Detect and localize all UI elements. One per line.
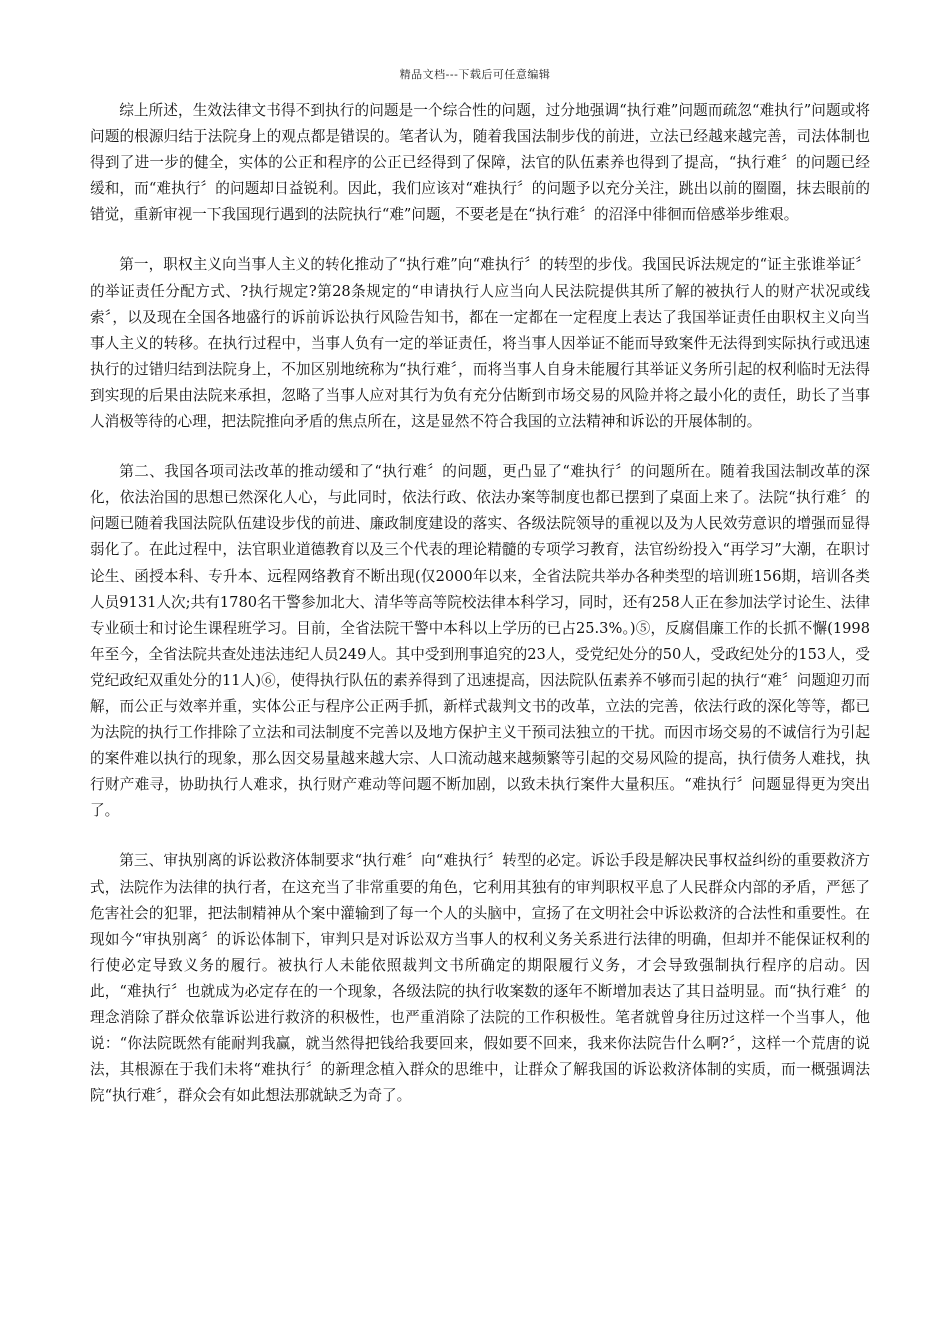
- paragraph-third-point: 第三、审执别离的诉讼救济体制要求“执行难〞向“难执行〞转型的必定。诉讼手段是解决民事权益纠纷的重要救济方式，法院作为法律的执行者，在这充当了非常重要的角色，它利用其独有的审判职权平息了人民群众内部的矛盾，严惩了危害社会的犯罪，把法制精神从个案中灌输到了每一个人的头脑中，宣扬了在文明社会中诉讼救济的合法性和重要性。在现如今“审执别离〞的诉讼体制下，审判只是对诉讼双方当事人的权利义务关系进行法律的明确，但却并不能保证权利的行使必定导致义务的履行。被执行人未能依照裁判文书所确定的期限履行义务，才会导致强制执行程序的启动。因此，“难执行〞也就成为必定存在的一个现象，各级法院的执行收案数的逐年不断增加表达了其日益明显。而“执行难〞的理念消除了群众依靠诉讼进行救济的积极性，也严重消除了法院的工作积极性。笔者就曾身往历过这样一个当事人，他说：“你法院既然有能耐判我赢，就当然得把钱给我要回来，假如要不回来，我来你法院告什么啊?〞，这样一个荒唐的说法，其根源在于我们未将“难执行〞的新理念植入群众的思维中，让群众了解我国的诉讼救济体制的实质，而一概强调法院“执行难〞，群众会有如此想法那就缺乏为奇了。: [90, 852, 870, 1105]
- document-body: [90, 98, 870, 1133]
- page-header: 精品文档---下载后可任意编辑: [399, 68, 551, 81]
- paragraph-second-point: 第二、我国各项司法改革的推动缓和了“执行难〞的问题，更凸显了“难执行〞的问题所在。随着我国法制改革的深化，依法治国的思想已然深化人心，与此同时，依法行政、依法办案等制度也都已摆到了桌面上来了。法院“执行难〞的问题已随着我国法院队伍建设步伐的前进、廉政制度建设的落实、各级法院领导的重视以及为人民效劳意识的增强而显得弱化了。在此过程中，法官职业道德教育以及三个代表的理论精髓的专项学习教育，法官纷纷投入“再学习”大潮，在职讨论生、函授本科、专升本、远程网络教育不断出现(仅2000年以来，全省法院共举办各种类型的培训班156期，培训各类人员9131人次;共有1780名干警参加北大、清华等高等院校法律本科学习，同时，还有258人正在参加法学讨论生、法律专业硕士和讨论生课程班学习。目前，全省法院干警中本科以上学历的已占25.3%。)⑤，反腐倡廉工作的长抓不懈(1998年至今，全省法院共查处违法违纪人员249人。其中受到刑事追究的23人，受党纪处分的50人，受政纪处分的153人，受党纪政纪双重处分的11人)⑥，使得执行队伍的素养得到了迅速提高，因法院队伍素养不够而引起的执行“难〞问题迎刃而解，而公正与效率并重，实体公正与程序公正两手抓，新样式裁判文书的改革，立法的完善，依法行政的深化等等，都已为法院的执行工作排除了立法和司法制度不完善以及地方保护主义干预司法独立的干扰。而因市场交易的不诚信行为引起的案件难以执行的现象，那么因交易量越来越大宗、人口流动越来越频繁等引起的交易风险的提高，执行债务人难找，执行财产难寻，协助执行人难求，执行财产难动等问题不断加剧，以致未执行案件大量积压。“难执行〞问题显得更为突出了。: [90, 463, 870, 820]
- paragraph-summary: 综上所述，生效法律文书得不到执行的问题是一个综合性的问题，过分地强调“执行难”问题而疏忽“难执行”问题或将问题的根源归结于法院身上的观点都是错误的。笔者认为，随着我国法制步伐的前进，立法已经越来越完善，司法体制也得到了进一步的健全，实体的公正和程序的公正已经得到了保障，法官的队伍素养也得到了提高，“执行难〞的问题已经缓和，而“难执行〞的问题却日益锐利。因此，我们应该对“难执行〞的问题予以充分关注，跳出以前的圈圈，抹去眼前的错觉，重新审视一下我国现行遇到的法院执行“难”问题，不要老是在“执行难〞的沼泽中徘徊而倍感举步维艰。: [90, 102, 870, 224]
- paragraph-first-point: 第一，职权主义向当事人主义的转化推动了“执行难”向“难执行〞的转型的步伐。我国民诉法规定的“证主张谁举证〞的举证责任分配方式、?执行规定?第28条规定的“申请执行人应当向人民法院提供其所了解的被执行人的财产状况或线索〞，以及现在全国各地盛行的诉前诉讼执行风险告知书，都在一定都在一定程度上表达了我国举证责任由职权主义向当事人主义的转移。在执行过程中，当事人负有一定的举证责任，将当事人因举证不能而导致案件无法得到实际执行或迅速执行的过错归结到法院身上，不加区别地统称为“执行难〞，而将当事人自身未能履行其举证义务所引起的权利临时无法得到实现的后果由法院来承担，忽略了当事人应对其行为负有充分估断到市场交易的风险并将之最小化的责任，助长了当事人消极等待的心理，把法院推向矛盾的焦点所在，这是显然不符合我国的立法精神和诉讼的开展体制的。: [90, 256, 870, 431]
